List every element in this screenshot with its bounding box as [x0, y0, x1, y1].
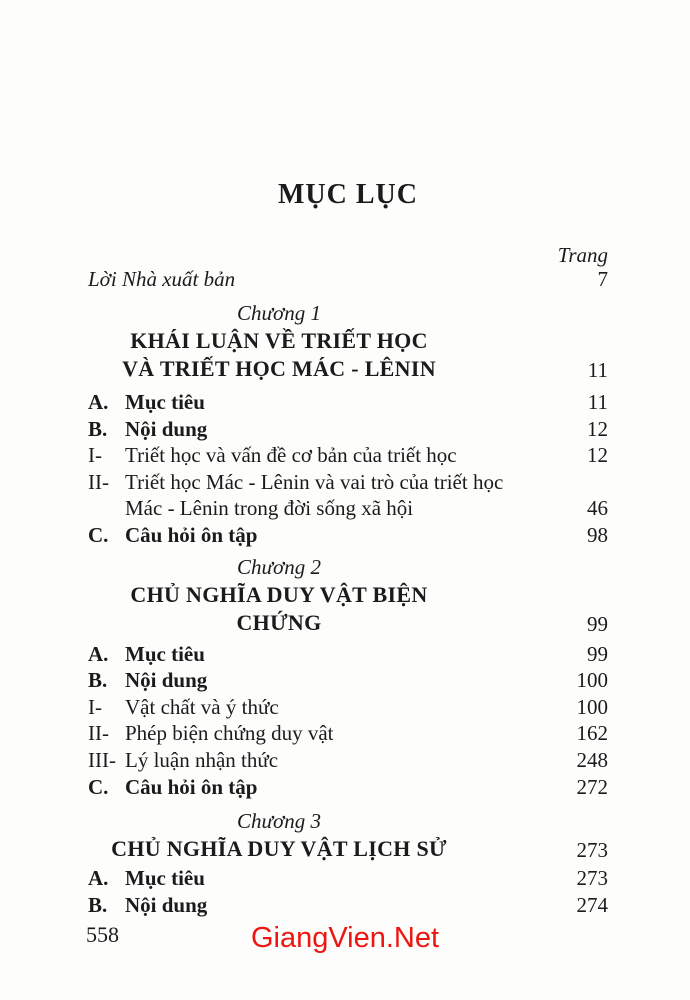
item-text-line-1: Triết học Mác - Lênin và vai trò của triết học [125, 469, 504, 494]
item-text: Nội dung [125, 668, 208, 693]
item-page-number: 12 [587, 443, 608, 468]
item-text [125, 469, 538, 522]
item-page-number: 100 [576, 668, 608, 693]
item-label: A. [88, 641, 109, 666]
item-label: A. [88, 390, 109, 414]
toc-item [88, 865, 608, 892]
toc-row-front-matter [88, 267, 608, 292]
item-text: Nội dung [125, 416, 208, 441]
item-text: Triết học và vấn đề cơ bản của triết học [125, 443, 457, 468]
item-page-number: 273 [576, 866, 608, 891]
page-column-header: Trang [557, 243, 608, 267]
front-matter-page-number: 7 [597, 267, 608, 291]
chapter-page-number: 99 [587, 611, 608, 636]
toc-content [88, 180, 608, 918]
toc-item [88, 720, 608, 747]
item-page-number: 274 [576, 892, 608, 917]
chapter-1-items [88, 389, 608, 549]
toc-item [88, 442, 608, 469]
toc-item [88, 641, 608, 668]
item-label: I- [88, 694, 102, 719]
chapter-2-items [88, 641, 608, 801]
item-label: II- [88, 469, 109, 494]
item-label: I- [88, 443, 102, 468]
page-title: MỤC LỤC [278, 179, 418, 210]
chapter-title-text: CHỦ NGHĨA DUY VẬT LỊCH SỬ [111, 836, 447, 862]
item-label: B. [88, 416, 108, 441]
item-label: B. [88, 892, 108, 917]
item-label: III- [88, 747, 116, 772]
item-page-number: 162 [576, 721, 608, 746]
item-text: Mục tiêu [125, 641, 205, 666]
chapter-title-page-spacer [470, 327, 608, 355]
item-page-number: 11 [587, 390, 608, 414]
item-text: Mục tiêu [125, 390, 205, 414]
item-label: C. [88, 774, 109, 799]
chapter-2-label: Chương 2 [237, 554, 321, 579]
item-text: Câu hỏi ôn tập [125, 522, 258, 547]
toc-item [88, 667, 608, 694]
chapter-title-text: VÀ TRIẾT HỌC MÁC - LÊNIN [122, 356, 436, 381]
item-text: Câu hỏi ôn tập [125, 774, 258, 799]
chapter-title-text: KHÁI LUẬN VỀ TRIẾT HỌC [130, 328, 428, 353]
toc-item [88, 389, 608, 416]
chapter-page-number: 11 [587, 358, 608, 382]
toc-item [88, 469, 608, 522]
chapter-1-title-line-1 [88, 327, 608, 355]
chapter-3-title [88, 835, 608, 863]
item-page-number: 46 [587, 496, 608, 521]
chapter-1-label: Chương 1 [237, 301, 321, 325]
item-text: Lý luận nhận thức [125, 747, 279, 772]
item-text: Mục tiêu [125, 866, 205, 891]
item-page-number: 99 [587, 641, 608, 666]
item-page-number: 272 [576, 774, 608, 799]
chapter-3-items [88, 865, 608, 918]
toc-item [88, 522, 608, 549]
chapter-1-title-line-2 [88, 355, 608, 383]
toc-item [88, 747, 608, 774]
item-label: B. [88, 668, 108, 693]
item-page-number: 100 [576, 694, 608, 719]
item-label: II- [88, 721, 109, 746]
item-label: C. [88, 522, 109, 547]
item-label: A. [88, 866, 109, 891]
toc-item [88, 694, 608, 721]
item-text: Phép biện chứng duy vật [125, 721, 334, 746]
item-page-number: 98 [587, 522, 608, 547]
item-text-line-2: Mác - Lênin trong đời sống xã hội [125, 496, 414, 521]
item-text: Nội dung [125, 892, 208, 917]
chapter-title-text: CHỦ NGHĨA DUY VẬT BIỆN CHỨNG [130, 581, 428, 635]
chapter-page-number: 273 [576, 838, 608, 863]
toc-item [88, 774, 608, 801]
item-text: Vật chất và ý thức [125, 694, 279, 719]
item-page-number: 248 [576, 747, 608, 772]
front-matter-title: Lời Nhà xuất bản [88, 267, 236, 291]
toc-item [88, 416, 608, 443]
chapter-3-label: Chương 3 [237, 809, 321, 834]
chapter-2-title [88, 581, 608, 637]
item-page-number: 12 [587, 416, 608, 441]
book-page-number: 558 [86, 922, 119, 947]
watermark-text: GiangVien.Net [250, 922, 440, 954]
toc-item [88, 892, 608, 919]
